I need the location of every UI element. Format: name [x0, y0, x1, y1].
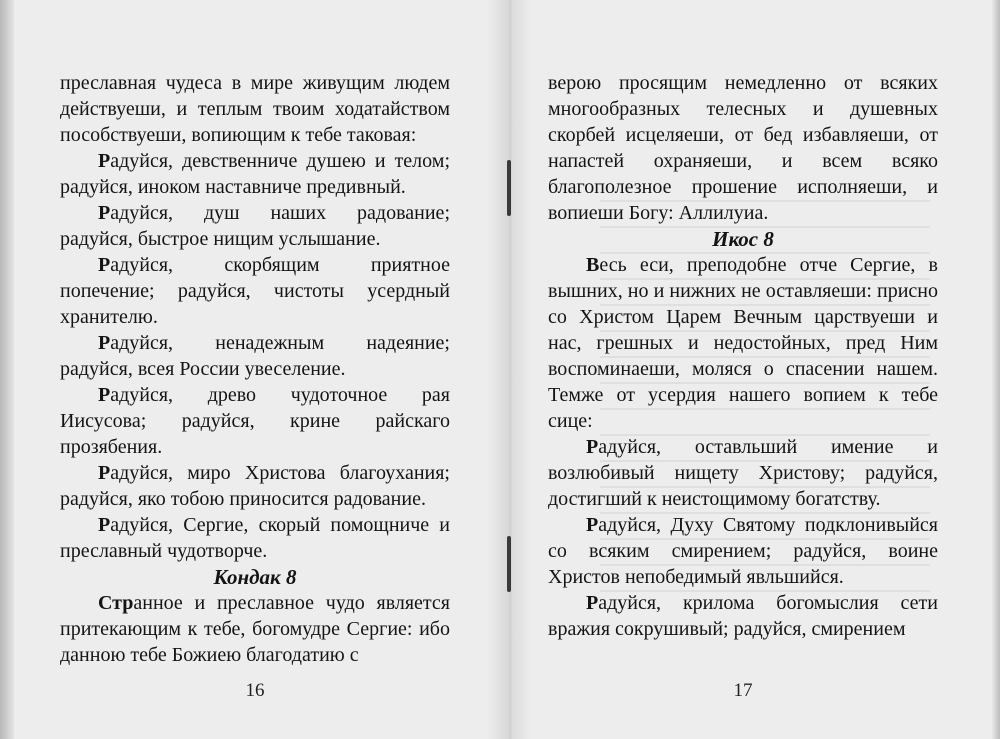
- left-page: [60, 0, 450, 739]
- book-gutter: [488, 0, 532, 739]
- paragraph: [548, 252, 938, 434]
- paragraph-body: адуйся, душ наших радование; радуйся, быстрое нищим услышание.: [60, 202, 450, 250]
- drop-letter: Р: [98, 202, 111, 224]
- binding-staple-bottom: [507, 536, 511, 592]
- paragraph-body: адуйся, скорбящим приятное попечение; радуйся, чистоты усердный хранителю.: [60, 254, 450, 328]
- paragraph-body: верою просящим немедленно от всяких многообразных телесных и душевных скорбей исцеляеши, от бед избавляеши, от напастей охраняеши, и всем всяко благополезное прошение исполняеши, и вопиеши Богу: Аллилуиа.: [548, 72, 938, 224]
- binding-staple-top: [507, 160, 511, 216]
- paragraph: [60, 252, 450, 330]
- paragraph: [60, 200, 450, 252]
- paragraph: [60, 590, 450, 668]
- drop-letter: Р: [98, 332, 111, 354]
- drop-letter: В: [586, 254, 600, 276]
- paragraph-body: адуйся, девственниче душею и телом; радуйся, иноком наставниче предивный.: [60, 150, 450, 198]
- paragraph-body: адуйся, крилома богомыслия сети вражия сокрушивый; радуйся, смирением: [548, 592, 938, 640]
- paragraph-body: адуйся, древо чудоточное рая Иисусова; радуйся, крине райскаго прозябения.: [60, 384, 450, 458]
- paragraph: [60, 70, 450, 148]
- paragraph: [60, 460, 450, 512]
- paragraph-body: адуйся, Духу Святому подклонивыйся со всяким смирением; радуйся, воине Христов непобедимый явльшийся.: [548, 514, 938, 588]
- page-number: 16: [245, 680, 265, 701]
- paragraph-body: есь еси, преподобне отче Сергие, в вышних, но и нижних не оставляеши: присно со Христом Царем Вечным царствуеши и нас, грешных и недостойных, пред Ним воспоминаеши, моляся о спасении нашем. Темже от усердия нашего вопием к тебе сице:: [548, 254, 938, 432]
- left-page-edge: [0, 0, 14, 739]
- drop-letter: Р: [98, 254, 111, 276]
- drop-letter: Р: [586, 436, 599, 458]
- right-page-text: [548, 70, 938, 642]
- right-page-edge: [992, 0, 1000, 739]
- ikos-heading: Икос 8: [712, 227, 774, 251]
- drop-letter: Р: [586, 592, 599, 614]
- paragraph-body: анное и преславное чудо является притекающим к тебе, богомудре Сергие: ибо данною тебе Божиею благодатию с: [60, 592, 450, 666]
- drop-letter: Стр: [98, 592, 134, 614]
- right-page: [548, 0, 938, 739]
- drop-letter: Р: [98, 514, 111, 536]
- paragraph: [548, 434, 938, 512]
- left-page-text: [60, 70, 450, 668]
- paragraph: [548, 70, 938, 226]
- paragraph-body: адуйся, оставльший имение и возлюбивый нищету Христову; радуйся, достигший к неистощимому богатству.: [548, 436, 938, 510]
- drop-letter: Р: [586, 514, 599, 536]
- kondak-heading: Кондак 8: [213, 565, 297, 589]
- paragraph: [60, 512, 450, 564]
- paragraph-body: преславная чудеса в мире живущим людем действуеши, и теплым твоим ходатайством пособствуеши, вопиющим к тебе таковая:: [60, 72, 450, 146]
- paragraph: [60, 382, 450, 460]
- drop-letter: Р: [98, 462, 111, 484]
- page-number: 17: [733, 680, 753, 701]
- drop-letter: Р: [98, 384, 111, 406]
- paragraph: [60, 148, 450, 200]
- paragraph: [60, 330, 450, 382]
- paragraph-body: адуйся, Сергие, скорый помощниче и преславный чудотворче.: [60, 514, 450, 562]
- paragraph-body: адуйся, ненадежным надеяние; радуйся, всея России увеселение.: [60, 332, 450, 380]
- paragraph: [548, 590, 938, 642]
- paragraph-body: адуйся, миро Христова благоухания; радуйся, яко тобою приносится радование.: [60, 462, 450, 510]
- drop-letter: Р: [98, 150, 111, 172]
- paragraph: [548, 512, 938, 590]
